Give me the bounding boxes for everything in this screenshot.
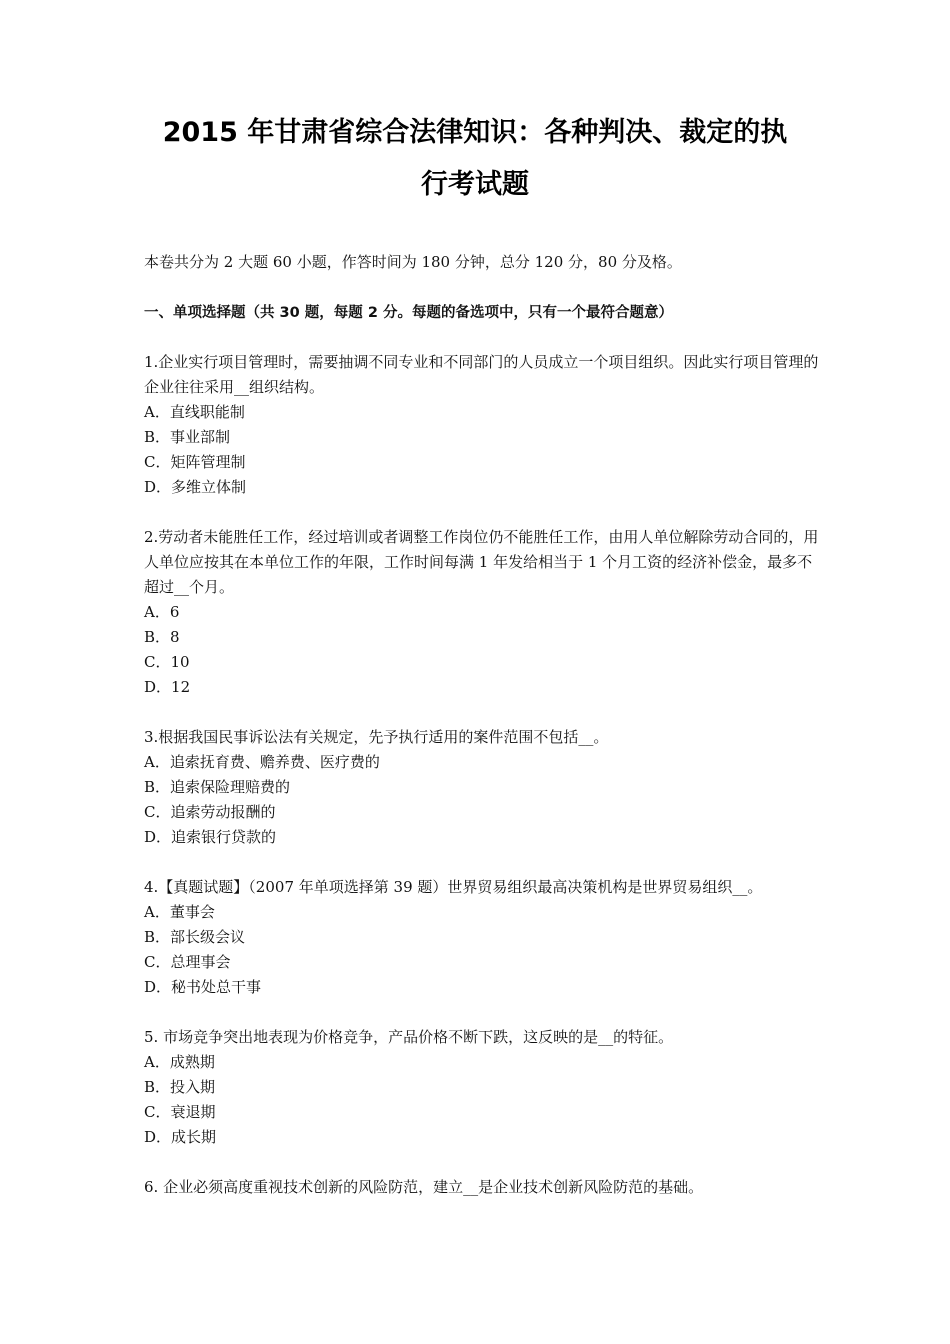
option-d: D．成长期: [144, 1128, 217, 1146]
question-6: [144, 1175, 824, 1200]
option-c: C．总理事会: [144, 953, 231, 971]
question-5: [144, 1025, 824, 1150]
option-d: D．多维立体制: [144, 478, 247, 496]
document-body: [144, 250, 824, 1225]
question-2: [144, 525, 824, 700]
option-a: A．追索抚育费、赡养费、医疗费的: [144, 753, 380, 771]
option-c: C．10: [144, 653, 190, 671]
question-3: [144, 725, 824, 850]
option-c: C．衰退期: [144, 1103, 216, 1121]
question-1: [144, 350, 824, 500]
question-text: 4.【真题试题】（2007 年单项选择第 39 题）世界贸易组织最高决策机构是世界贸易组织__。: [144, 878, 763, 896]
question-text: 6. 企业必须高度重视技术创新的风险防范，建立__是企业技术创新风险防范的基础。: [144, 1178, 704, 1196]
option-a: A．成熟期: [144, 1053, 215, 1071]
option-b: B．事业部制: [144, 428, 231, 446]
document-title-line-2: 行考试题: [421, 169, 529, 200]
exam-intro: 本卷共分为 2 大题 60 小题，作答时间为 180 分钟，总分 120 分，80 分及格。: [144, 253, 682, 271]
option-c: C．追索劳动报酬的: [144, 803, 276, 821]
question-4: [144, 875, 824, 1000]
question-text: 1.企业实行项目管理时，需要抽调不同专业和不同部门的人员成立一个项目组织。因此实行项目管理的企业往往采用__组织结构。: [144, 353, 819, 396]
option-a: A．6: [144, 603, 180, 621]
option-d: D．12: [144, 678, 191, 696]
question-text: 3.根据我国民事诉讼法有关规定，先予执行适用的案件范围不包括__。: [144, 728, 609, 746]
option-c: C．矩阵管理制: [144, 453, 246, 471]
option-b: B．部长级会议: [144, 928, 246, 946]
document-title-line-1: 2015 年甘肃省综合法律知识：各种判决、裁定的执: [162, 117, 788, 148]
section-heading: 一、单项选择题（共 30 题，每题 2 分。每题的备选项中，只有一个最符合题意）: [144, 305, 673, 321]
option-b: B．8: [144, 628, 180, 646]
option-b: B．投入期: [144, 1078, 216, 1096]
option-a: A．直线职能制: [144, 403, 245, 421]
option-b: B．追索保险理赔费的: [144, 778, 291, 796]
option-a: A．董事会: [144, 903, 215, 921]
question-text: 2.劳动者未能胜任工作，经过培训或者调整工作岗位仍不能胜任工作，由用人单位解除劳动合同的，用人单位应按其在本单位工作的年限，工作时间每满 1 年发给相当于 1 个月工资的经济补偿金，最多不超过__个月。: [144, 528, 819, 596]
question-text: 5. 市场竞争突出地表现为价格竞争，产品价格不断下跌，这反映的是__的特征。: [144, 1028, 674, 1046]
option-d: D．追索银行贷款的: [144, 828, 277, 846]
option-d: D．秘书处总干事: [144, 978, 262, 996]
